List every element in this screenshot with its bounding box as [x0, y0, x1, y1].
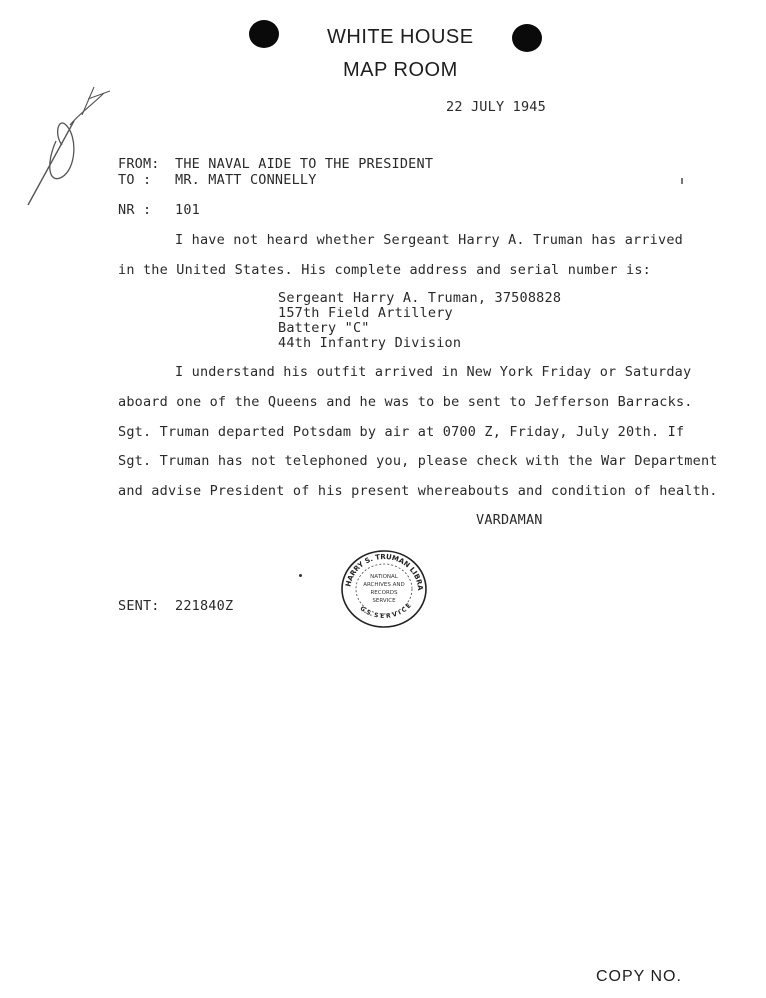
paragraph-2-line-1: I understand his outfit arrived in New York Friday or Saturday — [175, 364, 692, 380]
document-date: 22 JULY 1945 — [446, 99, 546, 115]
paragraph-1-line-2: in the United States. His complete address and serial number is: — [118, 262, 651, 278]
nr-value: 101 — [175, 202, 200, 218]
nr-label: NR : — [118, 202, 152, 218]
svg-text:G.S. S E R V I C E — [359, 602, 413, 620]
library-stamp — [338, 547, 430, 629]
paragraph-2-line-3: Sgt. Truman departed Potsdam by air at 0700 Z, Friday, July 20th. If — [118, 424, 685, 440]
copy-number-label: COPY NO. — [596, 968, 682, 985]
stamp-center-line-3: RECORDS — [370, 590, 398, 596]
from-label: FROM: — [118, 156, 160, 172]
handwritten-initials-mark — [18, 85, 128, 215]
paragraph-2-line-5: and advise President of his present whereabouts and condition of health. — [118, 483, 718, 499]
stamp-center-line-1: NATIONAL — [370, 574, 398, 580]
address-line-3: Battery "C" — [278, 320, 370, 336]
address-line-2: 157th Field Artillery — [278, 305, 453, 321]
ink-speck — [681, 178, 683, 184]
address-line-4: 44th Infantry Division — [278, 335, 462, 351]
paragraph-2-line-2: aboard one of the Queens and he was to be sent to Jefferson Barracks. — [118, 394, 693, 410]
stamp-bottom-text: G.S. S E R V I C E — [358, 602, 413, 621]
stamp-center-line-2: ARCHIVES AND — [363, 582, 405, 588]
address-line-1: Sergeant Harry A. Truman, 37508828 — [278, 290, 562, 306]
ink-speck — [299, 574, 302, 577]
from-value: THE NAVAL AIDE TO THE PRESIDENT — [175, 156, 434, 172]
signature: VARDAMAN — [476, 512, 543, 528]
paragraph-1-line-1: I have not heard whether Sergeant Harry A. Truman has arrived — [175, 232, 683, 248]
stamp-center-line-4: SERVICE — [372, 598, 396, 604]
paragraph-2-line-4: Sgt. Truman has not telephoned you, please check with the War Department — [118, 453, 718, 469]
sent-value: 221840Z — [175, 598, 234, 614]
to-label: TO : — [118, 172, 152, 188]
sent-label: SENT: — [118, 598, 160, 614]
letterhead-subtitle: MAP ROOM — [343, 59, 458, 81]
to-value: MR. MATT CONNELLY — [175, 172, 317, 188]
stamp-ring-text: HARRY S. TRUMAN LIBRA — [344, 552, 425, 591]
punch-hole-left — [249, 20, 279, 48]
punch-hole-right — [512, 24, 542, 52]
letterhead-title: WHITE HOUSE — [327, 26, 474, 48]
